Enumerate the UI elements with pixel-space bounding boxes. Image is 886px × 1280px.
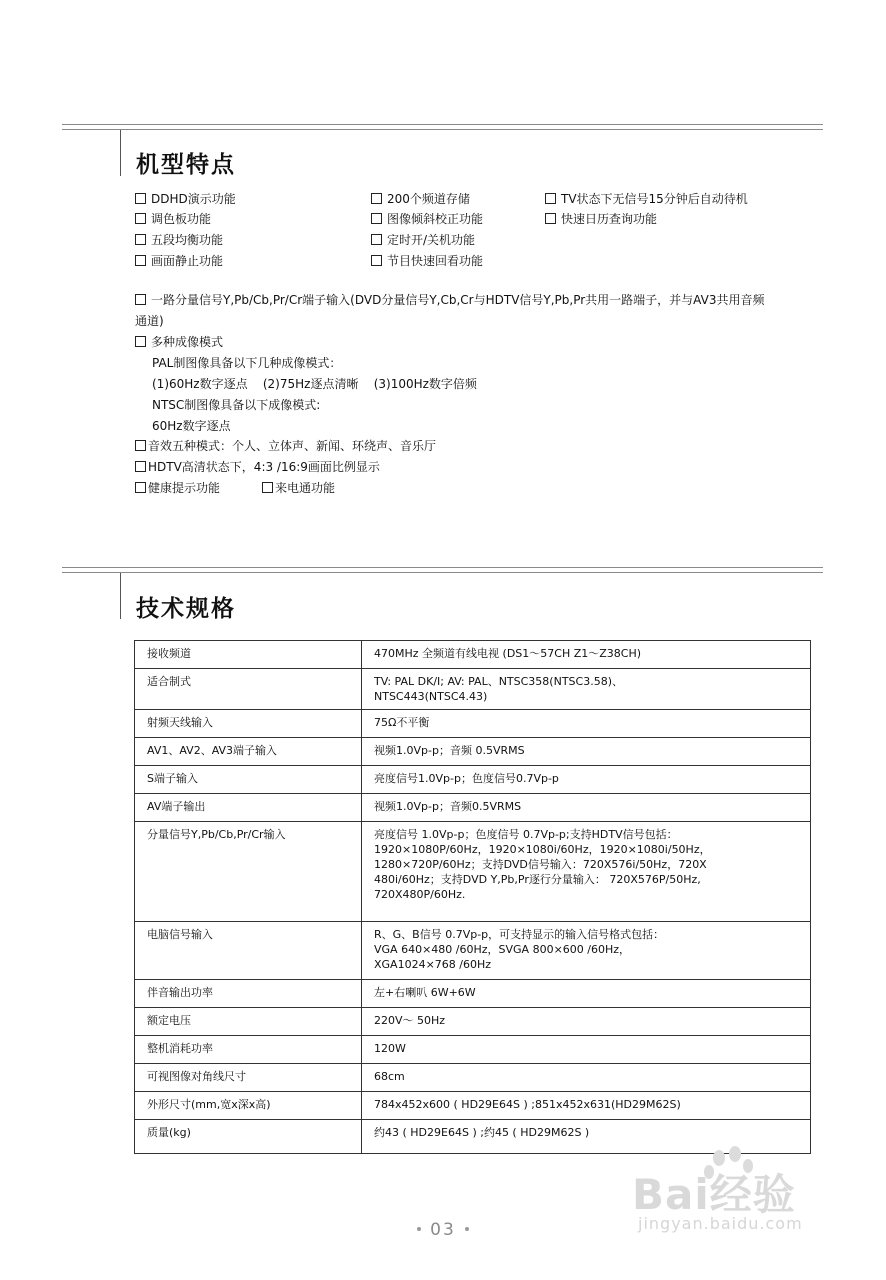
table-row: [135, 922, 811, 980]
dot-icon: [465, 1227, 469, 1231]
feature-item: TV状态下无信号15分钟后自动待机: [545, 192, 748, 206]
spec-value: 784x452x600 ( HD29E64S ) ;851x452x631(HD29M62S): [362, 1092, 811, 1120]
table-row: [135, 1036, 811, 1064]
spec-label: 质量(kg): [135, 1120, 362, 1154]
ntsc-intro: NTSC制图像具备以下成像模式:: [152, 398, 321, 412]
sound-modes: 音效五种模式：个人、立体声、新闻、环绕声、音乐厅: [135, 439, 436, 453]
section-rule-specs: [62, 567, 823, 573]
spec-label: 接收频道: [135, 641, 362, 669]
ntsc-modes: 60Hz数字逐点: [152, 419, 231, 433]
watermark-url: jingyan.baidu.com: [638, 1214, 803, 1233]
spec-table: [134, 640, 811, 1154]
feature-item: 画面静止功能: [135, 254, 223, 268]
spec-value: 亮度信号1.0Vp-p；色度信号0.7Vp-p: [362, 766, 811, 794]
spec-label: 伴音输出功率: [135, 980, 362, 1008]
feature-item: 调色板功能: [135, 212, 211, 226]
table-row: [135, 1008, 811, 1036]
checkbox-icon: [135, 440, 146, 451]
pal-modes: (1)60Hz数字逐点 (2)75Hz逐点清晰 (3)100Hz数字倍频: [152, 377, 477, 391]
imaging-modes-title: 多种成像模式: [135, 335, 223, 349]
watermark-text: Bai经验: [632, 1170, 796, 1219]
checkbox-icon: [262, 482, 273, 493]
feature-item: 节目快速回看功能: [371, 254, 483, 268]
table-row: [135, 1064, 811, 1092]
section-bar-features: [120, 130, 121, 176]
pal-intro: PAL制图像具备以下几种成像模式：: [152, 356, 342, 370]
spec-value: 75Ω不平衡: [362, 710, 811, 738]
spec-label: 电脑信号输入: [135, 922, 362, 980]
spec-label: 分量信号Y,Pb/Cb,Pr/Cr输入: [135, 822, 362, 922]
table-row: [135, 1092, 811, 1120]
feature-item: 图像倾斜校正功能: [371, 212, 483, 226]
feature-item: 五段均衡功能: [135, 233, 223, 247]
caller-id: 来电通功能: [262, 481, 335, 495]
spec-label: 射频天线输入: [135, 710, 362, 738]
table-row: [135, 738, 811, 766]
checkbox-icon: [135, 193, 146, 204]
checkbox-icon: [135, 255, 146, 266]
checkbox-icon: [135, 336, 146, 347]
spec-value: 120W: [362, 1036, 811, 1064]
spec-value: R、G、B信号 0.7Vp-p，可支持显示的输入信号格式包括： VGA 640×480 /60Hz，SVGA 800×600 /60Hz， XGA1024×768 /60Hz: [362, 922, 811, 980]
spec-value: 220V～ 50Hz: [362, 1008, 811, 1036]
checkbox-icon: [371, 255, 382, 266]
checkbox-icon: [135, 213, 146, 224]
hdtv-ratio: HDTV高清状态下，4:3 /16:9画面比例显示: [135, 460, 380, 474]
spec-label: AV端子输出: [135, 794, 362, 822]
table-row: [135, 710, 811, 738]
feature-item: 快速日历查询功能: [545, 212, 657, 226]
spec-label: 可视图像对角线尺寸: [135, 1064, 362, 1092]
spec-value: 470MHz 全频道有线电视 (DS1～57CH Z1～Z38CH): [362, 641, 811, 669]
table-row: [135, 641, 811, 669]
spec-value: 视频1.0Vp-p；音频0.5VRMS: [362, 794, 811, 822]
baidu-watermark: [632, 1150, 852, 1240]
spec-label: 额定电压: [135, 1008, 362, 1036]
page-number: 03: [0, 1220, 886, 1240]
feature-item: 定时开/关机功能: [371, 233, 475, 247]
component-input-note: 一路分量信号Y,Pb/Cb,Pr/Cr端子输入(DVD分量信号Y,Cb,Cr与HDTV信号Y,Pb,Pr共用一路端子，并与AV3共用音频: [135, 293, 764, 307]
spec-value: 视频1.0Vp-p；音频 0.5VRMS: [362, 738, 811, 766]
section-rule-features: [62, 124, 823, 130]
dot-icon: [417, 1227, 421, 1231]
spec-value: 左+右喇叭 6W+6W: [362, 980, 811, 1008]
spec-label: 整机消耗功率: [135, 1036, 362, 1064]
checkbox-icon: [371, 234, 382, 245]
table-row: [135, 980, 811, 1008]
table-row: [135, 669, 811, 710]
component-input-note-cont: 通道): [135, 314, 164, 328]
section-bar-specs: [120, 573, 121, 619]
spec-label: S端子输入: [135, 766, 362, 794]
specs-title: 技术规格: [136, 596, 236, 622]
spec-label: AV1、AV2、AV3端子输入: [135, 738, 362, 766]
spec-value: 亮度信号 1.0Vp-p；色度信号 0.7Vp-p;支持HDTV信号包括： 1920×1080P/60Hz，1920×1080i/60Hz，1920×1080i/50Hz， 1280×720P/60Hz；支持DVD信号输入：720X576i/50Hz，720X 480i/60Hz；支持DVD Y,Pb,Pr逐行分量输入： 720X576P/50Hz, 720X480P/60Hz.: [362, 822, 811, 922]
checkbox-icon: [371, 193, 382, 204]
health-reminder: 健康提示功能: [135, 481, 220, 495]
table-row: [135, 794, 811, 822]
spec-label: 适合制式: [135, 669, 362, 710]
checkbox-icon: [135, 294, 146, 305]
spec-value: TV: PAL DK/I; AV: PAL、NTSC358(NTSC3.58)、 NTSC443(NTSC4.43): [362, 669, 811, 710]
table-row: [135, 822, 811, 922]
spec-label: 外形尺寸(mm,宽x深x高): [135, 1092, 362, 1120]
checkbox-icon: [135, 461, 146, 472]
features-title: 机型特点: [136, 152, 236, 178]
checkbox-icon: [135, 482, 146, 493]
checkbox-icon: [135, 234, 146, 245]
feature-item: DDHD演示功能: [135, 192, 236, 206]
table-row: [135, 766, 811, 794]
checkbox-icon: [545, 193, 556, 204]
checkbox-icon: [545, 213, 556, 224]
spec-value: 约43 ( HD29E64S ) ;约45 ( HD29M62S ): [362, 1120, 811, 1154]
checkbox-icon: [371, 213, 382, 224]
spec-value: 68cm: [362, 1064, 811, 1092]
feature-item: 200个频道存储: [371, 192, 470, 206]
